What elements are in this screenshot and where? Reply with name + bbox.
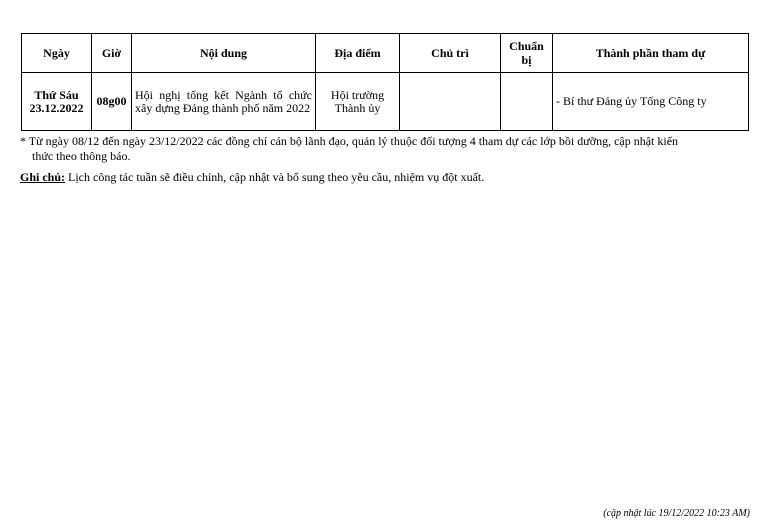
header-place: Địa điểm <box>316 34 400 73</box>
cell-chair <box>400 73 501 131</box>
header-participants: Thành phần tham dự <box>553 34 749 73</box>
table-row <box>22 73 749 131</box>
schedule-note <box>20 134 760 164</box>
cell-time: 08g00 <box>92 73 132 131</box>
updated-timestamp: (cập nhật lúc 19/12/2022 10:23 AM) <box>603 508 750 519</box>
table-header-row <box>22 34 749 73</box>
note-bullet: * <box>20 134 26 148</box>
schedule-table <box>21 33 749 131</box>
header-chair: Chủ trì <box>400 34 501 73</box>
header-prep-line2: bị <box>521 53 532 67</box>
header-content: Nội dung <box>132 34 316 73</box>
cell-place <box>316 73 400 131</box>
place-line1: Hội trường <box>330 87 385 102</box>
cell-prep <box>501 73 553 131</box>
cell-day <box>22 73 92 131</box>
remark <box>20 170 484 185</box>
header-time: Giờ <box>92 34 132 73</box>
note-line1: Từ ngày 08/12 đến ngày 23/12/2022 các đồng chí cán bộ lãnh đạo, quản lý thuộc đối tượng 4 tham dự các lớp bồi dưỡng, cập nhật kiến <box>28 134 679 148</box>
place-line2: Thành ủy <box>334 100 381 115</box>
day-name: Thứ Sáu <box>34 87 79 102</box>
remark-text: Lịch công tác tuần sẽ điều chỉnh, cập nhật và bổ sung theo yêu cầu, nhiệm vụ đột xuất. <box>68 170 485 184</box>
day-date: 23.12.2022 <box>29 100 84 115</box>
note-line2: thức theo thông báo. <box>32 149 131 163</box>
cell-participants: - Bí thư Đảng ủy Tổng Công ty <box>553 73 749 131</box>
header-prep-line1: Chuẩn <box>509 39 544 53</box>
remark-label: Ghi chú: <box>20 170 66 184</box>
cell-content: Hội nghị tổng kết Ngành tổ chức xây dựng Đảng thành phố năm 2022 <box>132 73 316 131</box>
header-prep <box>501 34 553 73</box>
header-day: Ngày <box>22 34 92 73</box>
